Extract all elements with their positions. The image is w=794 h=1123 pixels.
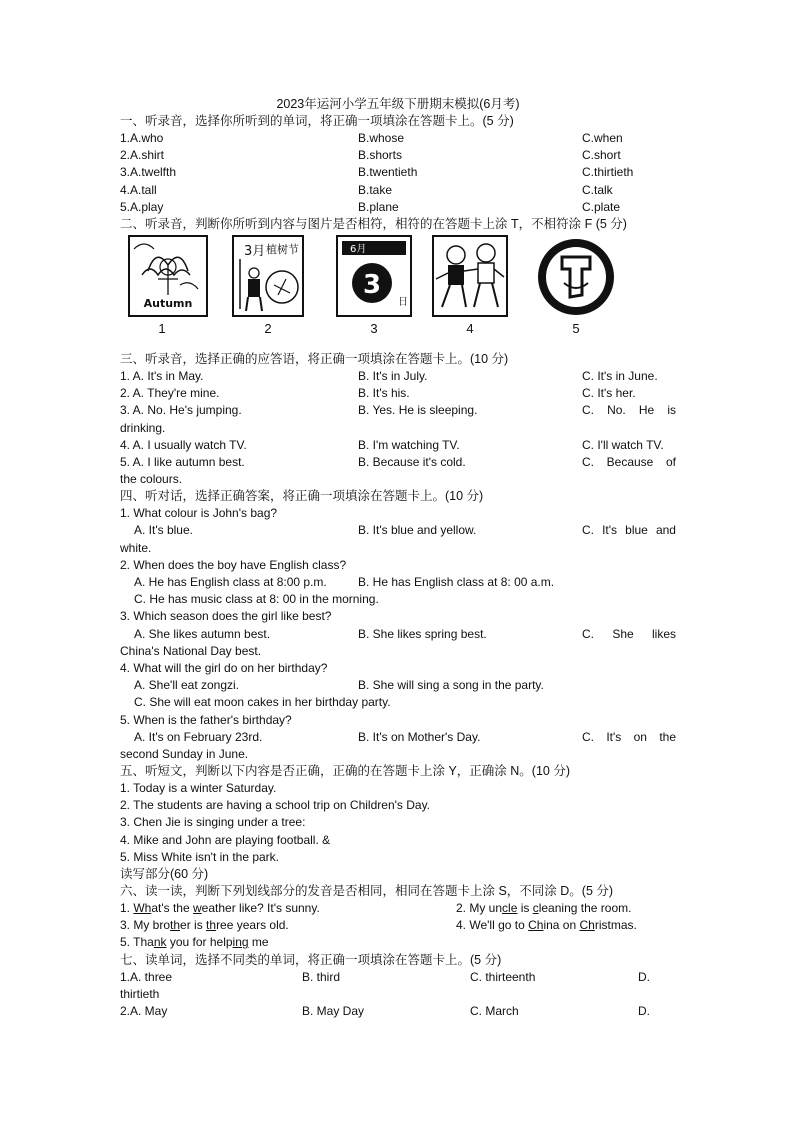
- s1-question-3: [120, 164, 676, 181]
- picture-number-4: 4: [466, 320, 474, 336]
- s3-q1-b: B. It's in July.: [358, 368, 428, 383]
- s3-q5-continued: the colours.: [120, 472, 183, 487]
- s1-option: C.plate: [582, 199, 621, 214]
- s5-statement: 2. The students are having a school trip on Children's Day.: [120, 798, 431, 813]
- s6-row-1: [120, 900, 676, 917]
- s1-question-2: [120, 147, 676, 164]
- s6-row-2: [120, 917, 676, 934]
- s4-q1-options: [120, 522, 676, 539]
- s7-q1-d: D.: [638, 969, 650, 984]
- s7-q1-continued: thirtieth: [120, 986, 160, 1001]
- s7-q1-b: B. third: [302, 969, 341, 984]
- s3-question-3: [120, 402, 676, 419]
- exam-page: [120, 95, 676, 1020]
- s3-question-2: [120, 385, 676, 402]
- s3-q5-a: 5. A. I like autumn best.: [120, 454, 245, 469]
- s7-q2-c: C. March: [470, 1003, 519, 1018]
- picture-1-label: Autumn: [143, 296, 193, 310]
- s5-statement: 1. Today is a winter Saturday.: [120, 781, 277, 796]
- s1-option: 1.A.who: [120, 131, 164, 145]
- s7-question-1: [120, 969, 676, 986]
- s1-option: B.take: [358, 182, 393, 197]
- s4-q1-c: C. It's blue and: [582, 523, 676, 538]
- s6-row-3: [120, 934, 676, 951]
- s6-item-5: 5. Thank you for helping me: [120, 935, 269, 950]
- s7-q2-b: B. May Day: [302, 1003, 365, 1018]
- s7-q2-d: D.: [638, 1003, 650, 1018]
- s5-statement: 5. Miss White isn't in the park.: [120, 849, 280, 864]
- s5-statement: 4. Mike and John are playing football. &: [120, 832, 331, 847]
- s7-q2-a: 2.A. May: [120, 1003, 168, 1018]
- s4-q3-b: B. She likes spring best.: [358, 626, 487, 641]
- s1-option: 3.A.twelfth: [120, 165, 177, 180]
- s3-question-1: [120, 368, 676, 385]
- picture-3-day: 3: [362, 269, 382, 300]
- reading-writing-heading: 读写部分(60 分): [120, 867, 209, 881]
- picture-3-month: 6月: [350, 243, 367, 255]
- picture-2-caption: 植树节: [266, 242, 299, 256]
- section-5-statements: [120, 780, 676, 866]
- picture-4-children: [432, 235, 508, 317]
- s4-question-5: 5. When is the father's birthday?: [120, 712, 292, 727]
- s7-q1-c: C. thirteenth: [470, 969, 536, 984]
- section-1-options: [120, 130, 676, 216]
- s4-q4-b: B. She will sing a song in the party.: [358, 678, 544, 693]
- picture-number-1: 1: [158, 320, 166, 336]
- s1-option: 5.A.play: [120, 199, 164, 214]
- s6-item-2: 2. My uncle is cleaning the room.: [456, 901, 632, 915]
- section-1-heading: 一、听录音，选择你所听到的单词，将正确一项填涂在答题卡上。(5 分): [120, 114, 514, 128]
- section-3-heading: 三、听录音，选择正确的应答语，将正确一项填涂在答题卡上。(10 分): [120, 351, 509, 366]
- picture-row: [120, 235, 676, 351]
- s4-q4-a: A. She'll eat zongzi.: [134, 678, 240, 693]
- section-2-heading: 二、听录音，判断你所听到内容与图片是否相符，相符的在答题卡上涂 T，不相符涂 F (5 分): [120, 216, 627, 231]
- s1-question-4: [120, 182, 676, 199]
- s4-q3-a: A. She likes autumn best.: [134, 626, 271, 641]
- s3-q4-c: C. I'll watch TV.: [582, 437, 664, 452]
- s3-q5-b: B. Because it's cold.: [358, 454, 466, 469]
- s4-q5-a: A. It's on February 23rd.: [134, 729, 263, 744]
- s4-q1-continued: white.: [120, 540, 152, 555]
- s3-q3-a: 3. A. No. He's jumping.: [120, 403, 242, 418]
- s4-q5-c: C. It's on the: [582, 729, 676, 744]
- s3-q3-continued: drinking.: [120, 420, 166, 435]
- s3-q2-c: C. It's her.: [582, 386, 636, 401]
- picture-number-3: 3: [370, 320, 378, 336]
- s3-q4-b: B. I'm watching TV.: [358, 437, 460, 452]
- s3-q3-c: C. No. He is: [582, 403, 676, 418]
- section-7-heading: 七、读单词，选择不同类的单词，将正确一项填涂在答题卡上。(5 分): [120, 952, 502, 967]
- s4-question-1: 1. What colour is John's bag?: [120, 506, 278, 521]
- s1-question-1: [120, 130, 676, 147]
- s6-item-1: 1. What's the weather like? It's sunny.: [120, 901, 320, 915]
- s4-q3-c: C. She likes: [582, 626, 676, 641]
- s4-q5-options: [120, 729, 676, 746]
- s1-option: B.twentieth: [358, 165, 418, 180]
- page-title: 2023年运河小学五年级下册期末模拟(6月考): [276, 97, 520, 111]
- s1-option: B.plane: [358, 199, 399, 214]
- s1-option: C.short: [582, 148, 621, 163]
- s4-question-3: 3. Which season does the girl like best?: [120, 609, 332, 624]
- s3-q3-b: B. Yes. He is sleeping.: [358, 403, 478, 418]
- s1-option: C.talk: [582, 182, 613, 197]
- s4-q4-options: [120, 677, 676, 694]
- picture-3-unit: 日: [398, 296, 408, 308]
- s3-q1-c: C. It's in June.: [582, 368, 658, 383]
- s4-q4-c: C. She will eat moon cakes in her birthday party.: [134, 695, 391, 710]
- picture-2-month: 3月: [244, 243, 266, 259]
- s6-item-3: 3. My brother is three years old.: [120, 918, 289, 933]
- s1-option: B.whose: [358, 131, 405, 145]
- s4-q2-b: B. He has English class at 8: 00 a.m.: [358, 575, 555, 589]
- s1-option: 2.A.shirt: [120, 148, 165, 163]
- s6-item-4: 4. We'll go to China on Christmas.: [456, 918, 637, 933]
- s7-q1-a: 1.A. three: [120, 969, 173, 984]
- picture-3-calendar: [336, 235, 412, 317]
- s4-q1-b: B. It's blue and yellow.: [358, 523, 477, 538]
- picture-number-2: 2: [264, 320, 272, 336]
- s4-q3-options: [120, 626, 676, 643]
- s4-q5-b: B. It's on Mother's Day.: [358, 729, 481, 744]
- s4-q1-a: A. It's blue.: [134, 523, 193, 538]
- s4-q5-continued: second Sunday in June.: [120, 746, 249, 761]
- s3-question-4: [120, 437, 676, 454]
- s1-option: 4.A.tall: [120, 182, 157, 197]
- s4-q2-c: C. He has music class at 8: 00 in the morning.: [134, 592, 379, 607]
- picture-number-5: 5: [572, 320, 580, 336]
- s1-question-5: [120, 199, 676, 216]
- s4-question-2: 2. When does the boy have English class?: [120, 557, 347, 572]
- s3-q2-b: B. It's his.: [358, 386, 410, 401]
- s4-question-4: 4. What will the girl do on her birthday?: [120, 660, 328, 675]
- section-5-heading: 五、听短文，判断以下内容是否正确，正确的在答题卡上涂 Y，正确涂 N。(10 分): [120, 764, 571, 779]
- s7-question-2: [120, 1003, 676, 1020]
- picture-2-tree-planting: [232, 235, 304, 317]
- s4-q2-a: A. He has English class at 8:00 p.m.: [134, 575, 327, 589]
- s4-q2-options: [120, 574, 676, 591]
- picture-5-emblem: [536, 235, 616, 319]
- s3-q1-a: 1. A. It's in May.: [120, 368, 204, 383]
- s1-option: B.shorts: [358, 148, 403, 163]
- s1-option: C.thirtieth: [582, 165, 634, 180]
- s4-q3-continued: China's National Day best.: [120, 643, 262, 658]
- s1-option: C.when: [582, 131, 623, 145]
- section-6-heading: 六、读一读，判断下列划线部分的发音是否相同，相同在答题卡上涂 S，不同涂 D。(5 分): [120, 884, 614, 898]
- picture-1-autumn: [128, 235, 208, 317]
- section-4-heading: 四、听对话，选择正确答案，将正确一项填涂在答题卡上。(10 分): [120, 489, 484, 504]
- s3-q2-a: 2. A. They're mine.: [120, 386, 220, 401]
- s3-q4-a: 4. A. I usually watch TV.: [120, 437, 247, 452]
- s5-statement: 3. Chen Jie is singing under a tree:: [120, 815, 306, 830]
- s3-q5-c: C. Because of: [582, 454, 676, 469]
- s3-question-5: [120, 454, 676, 471]
